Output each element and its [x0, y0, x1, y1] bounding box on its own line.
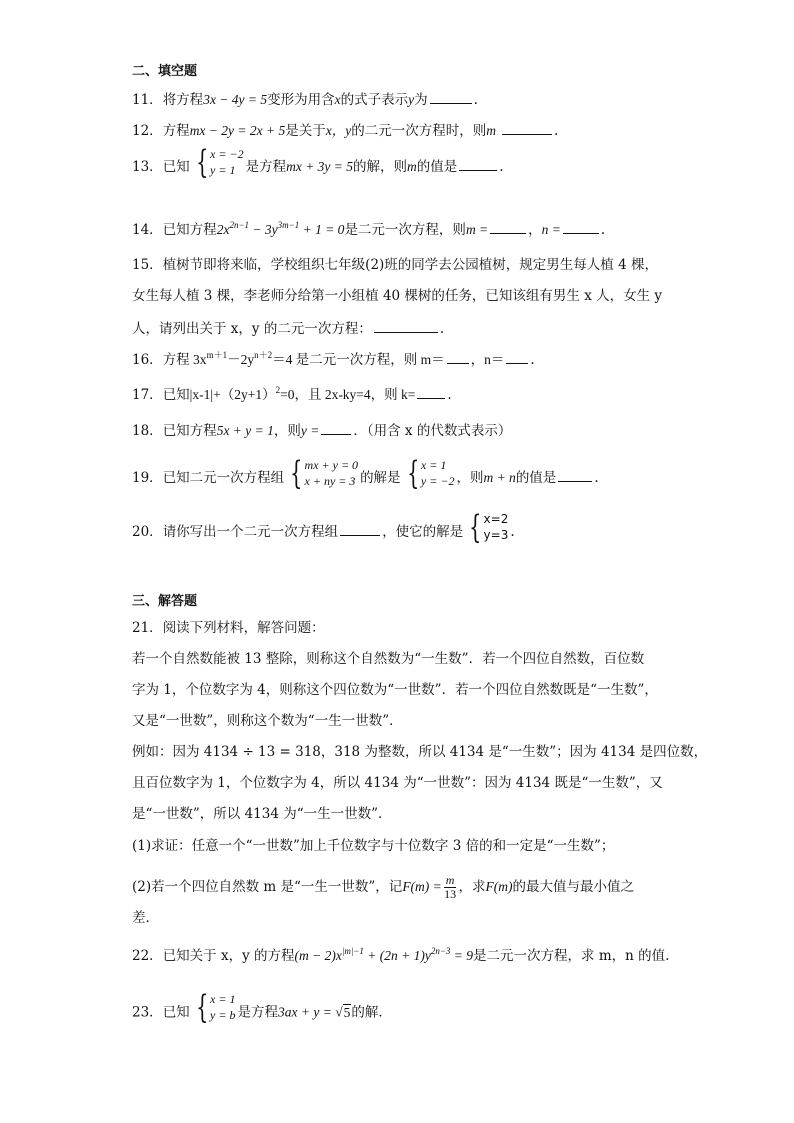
q11-text-3: 的式子表示 [340, 92, 409, 108]
answer-blank[interactable] [563, 220, 599, 234]
question-number: 22． [132, 948, 163, 964]
q13-text-3: 的解，则 [353, 159, 408, 175]
q11-var-y: y [408, 92, 415, 107]
q12-end: . [553, 123, 559, 139]
system-line: x=2 [483, 511, 509, 526]
q22-eq-part: = 9 [450, 948, 474, 963]
q14-var-m: m = [465, 222, 489, 237]
q14-exponent: 2n−1 [229, 219, 250, 230]
q17-text-2: =0，且 2x-ky=4，则 k= [280, 387, 416, 402]
q21-text-line: 字为 1，个位数字为 4，则称这个四位数为“一世数”．若一个四位自然数既是“一生数”， [132, 682, 658, 698]
question-18 [132, 421, 511, 439]
answer-blank[interactable] [417, 385, 445, 399]
q16-text-3: ＝4 是二元一次方程，则 m＝ [272, 352, 445, 367]
q22-text: 已知关于 x，y 的方程 [162, 948, 295, 964]
q12-text-3: 的二元一次方程时，则 [351, 123, 487, 139]
q16-end: . [530, 352, 535, 368]
radicand: 5 [343, 1004, 351, 1020]
q14-eq-part: + 1 = 0 [299, 222, 345, 237]
question-number: 21． [132, 620, 163, 636]
q12-text-2: 是关于 [285, 123, 326, 139]
q19-system [286, 453, 359, 492]
q11-text-2: 变形为用含 [267, 92, 335, 108]
q14-exponent: 3m−1 [277, 219, 300, 230]
q19-expr: m + n [483, 470, 516, 485]
q12-var-m: m [486, 123, 496, 138]
q20-text: 请你写出一个二元一次方程组 [162, 524, 339, 540]
question-number: 19． [132, 470, 163, 486]
q21-function: F(m) = [402, 879, 442, 894]
question-number: 15． [132, 257, 163, 273]
answer-blank[interactable] [490, 220, 526, 234]
q21-text-line: 且百位数字为 1，个位数字为 4，所以 4134 为“一世数”：因为 4134 既是“一生数”，又 [132, 775, 663, 791]
q22-text-2: 是二元一次方程，求 m，n 的值. [473, 948, 670, 964]
answer-blank[interactable] [459, 157, 497, 171]
system-line: x = 1 [210, 992, 236, 1006]
system-line: y = 1 [210, 162, 236, 177]
question-number: 13． [132, 159, 163, 175]
q21-text-line: 又是“一世数”，则称这个数为“一生一世数”． [132, 713, 403, 729]
q21-para [132, 651, 644, 667]
question-17 [132, 385, 452, 403]
question-12 [132, 121, 558, 139]
q14-text: 已知方程 [162, 222, 217, 238]
q17-text: 已知|x-1|+（2y+1） [162, 387, 276, 402]
question-14 [132, 220, 605, 238]
q15-line-2: 女生每人植 3 棵，李老师分给第一小组植 40 棵树的任务，已知该组有男生 x 人，女生 y [132, 288, 663, 304]
system-line: mx + y = 0 [304, 457, 359, 472]
q21-text: 差． [132, 910, 159, 926]
q18-text-3: ．（用含 x 的代数式表示） [353, 423, 512, 439]
question-number: 23． [132, 1004, 163, 1021]
q17-end: . [447, 387, 452, 403]
q14-text-2: 是二元一次方程，则 [344, 222, 466, 238]
q21-text: 的最大值与最小值之 [512, 879, 634, 895]
q12-text: 方程 [162, 123, 190, 139]
q23-text: 已知 [162, 1004, 190, 1021]
question-number: 12． [132, 123, 163, 139]
q13-equation: mx + 3y = 5 [286, 159, 354, 174]
square-root: √5 [335, 1004, 351, 1020]
q21-para [132, 806, 392, 822]
q18-text-2: ，则 [273, 423, 301, 439]
q13-var-m: m [407, 159, 417, 174]
q22-exponent: 2n−3 [430, 945, 451, 956]
question-23 [132, 988, 392, 1026]
q21-para [132, 682, 658, 698]
system-line: x + ny = 3 [304, 473, 356, 488]
q23-text-3: 的解． [351, 1004, 392, 1021]
section-title-fill: 二、填空题 [132, 64, 198, 79]
q21-para [132, 713, 403, 729]
q12-vars: x，y [325, 123, 352, 138]
answer-blank[interactable] [430, 90, 472, 104]
q23-text-2: 是方程 [237, 1004, 278, 1021]
system-line: x = 1 [420, 457, 447, 472]
q19-text-4: 的值是 [515, 470, 557, 486]
q21-sub-2 [132, 874, 634, 901]
q18-equation: 5x + y = 1 [216, 423, 274, 438]
fraction-numerator: m [445, 873, 455, 887]
answer-blank[interactable] [374, 319, 438, 333]
q21-intro: 阅读下列材料，解答问题： [162, 620, 325, 636]
q19-text-2: 的解是 [360, 470, 401, 486]
question-20 [132, 507, 515, 546]
brace: { [406, 453, 419, 492]
q13-end: . [499, 159, 504, 175]
q18-text: 已知方程 [162, 423, 217, 439]
q20-solution [465, 507, 509, 546]
q23-system [192, 988, 236, 1026]
question-15 [132, 257, 658, 273]
q16-exponent: n＋2 [254, 349, 273, 360]
q11-text-4: 为 [414, 92, 428, 108]
q22-exponent: |m|−1 [341, 945, 364, 956]
section-title-answer: 三、解答题 [132, 594, 198, 609]
answer-blank[interactable] [447, 350, 469, 364]
question-number: 16． [132, 352, 163, 368]
q16-exponent: m＋1 [206, 349, 228, 360]
q11-text: 将方程 [162, 92, 204, 108]
question-number: 14． [132, 222, 163, 238]
question-number: 18． [132, 423, 163, 439]
answer-blank[interactable] [340, 522, 380, 536]
q20-end: . [510, 524, 515, 540]
answer-blank[interactable] [321, 421, 351, 435]
q11-end: . [473, 92, 478, 108]
q19-solution [403, 453, 455, 492]
q15-line-1: 植树节即将来临，学校组织七年级(2)班的同学去公园植树，规定男生每人植 4 棵， [162, 257, 658, 273]
q12-equation: mx − 2y = 2x + 5 [189, 123, 286, 138]
q16-text-4: ，n＝ [470, 352, 505, 367]
q21-sub-question: (2)若一个四位自然数 m 是“一生一世数”，记 [132, 879, 403, 895]
q13-text-4: 的值是 [416, 159, 458, 175]
q21-text: ，求 [458, 879, 486, 895]
question-16 [132, 350, 535, 368]
q16-text-2: －2y [227, 352, 255, 367]
q21-para [132, 744, 707, 760]
q21-text-line: 若一个自然数能被 13 整除，则称这个自然数为“一生数”．若一个四位自然数，百位数 [132, 651, 645, 667]
question-19 [132, 453, 599, 492]
q21-text-line: 例如：因为 4134 ÷ 13 = 318，318 为整数，所以 4134 是“一生数”；因为 4134 是四位数， [132, 744, 708, 760]
brace: { [195, 988, 208, 1026]
brace: { [290, 453, 303, 492]
system-line: y = b [210, 1008, 236, 1022]
q14-var-n: n = [541, 222, 561, 237]
system-line: y = −2 [420, 473, 455, 488]
brace: { [469, 507, 482, 546]
q15-line-3: 人，请列出关于 x，y 的二元一次方程： [132, 321, 372, 337]
q18-var-y: y = [300, 423, 320, 438]
question-number: 11． [132, 92, 163, 108]
q22-eq-part: + (2n + 1)y [363, 948, 431, 963]
fraction [444, 874, 457, 901]
q14-eq-part: 2x [216, 222, 230, 237]
q21-function-ref: F(m) [485, 879, 513, 894]
question-22 [132, 945, 670, 964]
system-line: x = −2 [210, 146, 244, 161]
system-line: y=3 [483, 527, 509, 542]
question-number: 20． [132, 524, 163, 540]
q11-equation: 3x − 4y = 5 [203, 92, 268, 107]
question-number: 17． [132, 387, 163, 403]
q19-text: 已知二元一次方程组 [162, 470, 285, 486]
q13-text-2: 是方程 [245, 159, 287, 175]
q11-var-x: x [334, 92, 341, 107]
answer-blank[interactable] [502, 121, 552, 135]
question-21 [132, 620, 325, 636]
q21-sub-question: (1)求证：任意一个“一世数”加上千位数字与十位数字 3 倍的和一定是“一生数”； [132, 838, 615, 854]
answer-blank[interactable] [558, 468, 592, 482]
q19-end: . [594, 470, 599, 486]
q19-text-3: ，则 [456, 470, 484, 486]
q23-equation: 3ax + y = [277, 1004, 336, 1020]
q14-eq-part: − 3y [249, 222, 278, 237]
q20-text-2: ，使它的解是 [382, 524, 464, 540]
q21-sub-2-cont [132, 910, 159, 926]
answer-blank[interactable] [506, 350, 528, 364]
q14-end: . [600, 222, 606, 238]
brace: { [195, 142, 208, 181]
question-15-line-3 [132, 319, 444, 337]
q22-eq-part: (m − 2)x [294, 948, 342, 963]
question-11 [132, 90, 478, 108]
separator: ， [528, 222, 542, 238]
q13-system [192, 142, 244, 181]
fraction-denominator: 13 [444, 887, 457, 901]
question-13 [132, 142, 504, 181]
q16-text: 方程 3x [162, 352, 207, 367]
q17-exponent: 2 [275, 384, 281, 395]
q21-sub-1 [132, 838, 614, 854]
question-15-line-2 [132, 288, 662, 304]
q21-text-line: 是“一世数”，所以 4134 为“一生一世数”． [132, 806, 392, 822]
q21-para [132, 775, 663, 791]
q13-text: 已知 [162, 159, 190, 175]
q15-end: . [439, 321, 445, 337]
